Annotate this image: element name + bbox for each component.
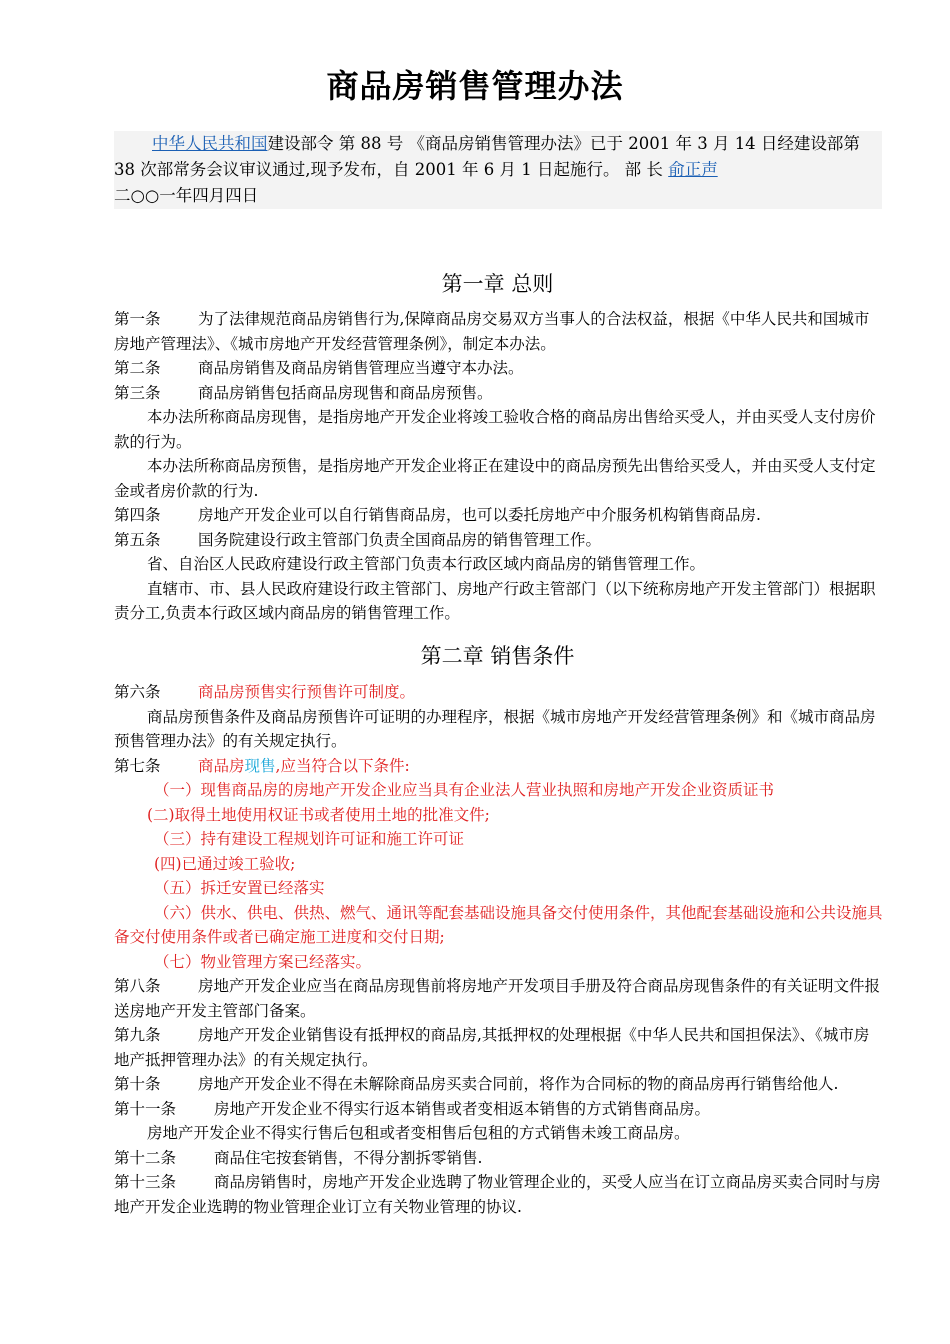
condition-7: （七）物业管理方案已经落实。 (154, 952, 372, 971)
article-11 (114, 1097, 884, 1122)
article-label: 第七条 (114, 756, 161, 775)
article-text: 商品房预售实行预售许可制度。 (198, 683, 416, 701)
article-label: 第三条 (114, 383, 161, 402)
article-9 (114, 1023, 884, 1072)
chapter-2-body (114, 680, 884, 1219)
article-text: 国务院建设行政主管部门负责全国商品房的销售管理工作。 (198, 530, 602, 549)
article-label: 第十三条 (114, 1173, 177, 1191)
article-label: 第六条 (114, 683, 161, 701)
article-text: 房地产开发企业应当在商品房现售前将房地产开发项目手册及符合商品房现售条件的有关证明文件报送房地产开发主管部门备案。 (114, 977, 881, 1020)
article-3-para-2: 本办法所称商品房预售，是指房地产开发企业将正在建设中的商品房预先出售给买受人，并由买受人支付定金或者房价款的行为. (114, 457, 876, 500)
condition-3: （三）持有建设工程规划许可证和施工许可证 (154, 830, 465, 848)
article-text: 房地产开发企业不得在未解除商品房买卖合同前，将作为合同标的物的商品房再行销售给他人. (198, 1075, 839, 1093)
decree-paragraph (114, 131, 882, 183)
article-6 (114, 680, 884, 705)
condition-4: (四)已通过竣工验收; (154, 854, 296, 873)
chapter-2-heading: 第二章 销售条件 (420, 644, 575, 668)
minister-link[interactable]: 俞正声 (668, 160, 718, 179)
article-text: 商品房销售包括商品房现售和商品房预售。 (198, 383, 493, 402)
chapter-1-heading: 第一章 总则 (441, 272, 554, 296)
article-text: 商品房 (198, 756, 245, 775)
prc-link[interactable]: 中华人民共和国 (152, 134, 268, 153)
article-8 (114, 974, 884, 1023)
condition-6: （六）供水、供电、供热、燃气、通讯等配套基础设施具备交付使用条件，其他配套基础设施和公共设施具备交付使用条件或者已确定施工进度和交付日期; (114, 903, 883, 946)
article-5-para-1: 省、自治区人民政府建设行政主管部门负责本行政区域内商品房的销售管理工作。 (147, 555, 706, 573)
article-label: 第一条 (114, 310, 161, 328)
highlighted-term: 现售 (244, 756, 276, 775)
condition-1: （一）现售商品房的房地产开发企业应当具有企业法人营业执照和房地产开发企业资质证书 (154, 781, 775, 799)
article-label: 第五条 (114, 530, 161, 549)
article-text: 商品住宅按套销售，不得分割拆零销售. (214, 1148, 483, 1167)
article-5 (114, 528, 884, 553)
article-label: 第四条 (114, 506, 161, 524)
article-text: 房地产开发企业可以自行销售商品房，也可以委托房地产中介服务机构销售商品房. (198, 506, 761, 524)
article-13 (114, 1170, 884, 1219)
article-label: 第十条 (114, 1075, 161, 1093)
article-text: ,应当符合以下条件: (275, 756, 410, 775)
article-12 (114, 1146, 884, 1171)
article-1 (114, 307, 884, 356)
article-label: 第十二条 (114, 1148, 177, 1167)
document-title: 商品房销售管理办法 (326, 67, 624, 105)
article-3 (114, 381, 884, 406)
article-text: 房地产开发企业不得实行返本销售或者变相返本销售的方式销售商品房。 (214, 1099, 711, 1118)
article-6-para-1: 商品房预售条件及商品房预售许可证明的办理程序，根据《城市房地产开发经营管理条例》和《城市商品房预售管理办法》的有关规定执行。 (114, 707, 876, 750)
article-5-para-2: 直辖市、市、县人民政府建设行政主管部门、房地产行政主管部门（以下统称房地产开发主管部门）根据职责分工,负责本行政区域内商品房的销售管理工作。 (114, 579, 876, 622)
chapter-1-body (114, 307, 884, 626)
article-label: 第十一条 (114, 1099, 177, 1118)
condition-5: （五）拆迁安置已经落实 (154, 879, 325, 897)
article-label: 第八条 (114, 977, 161, 995)
article-2 (114, 356, 884, 381)
article-11-para-1: 房地产开发企业不得实行售后包租或者变相售后包租的方式销售未竣工商品房。 (147, 1124, 690, 1142)
article-text: 商品房销售时，房地产开发企业选聘了物业管理企业的，买受人应当在订立商品房买卖合同时与房地产开发企业选聘的物业管理企业订立有关物业管理的协议. (114, 1173, 881, 1216)
article-10 (114, 1072, 884, 1097)
article-3-para-1: 本办法所称商品房现售，是指房地产开发企业将竣工验收合格的商品房出售给买受人，并由买受人支付房价款的行为。 (114, 408, 876, 451)
decree-date: 二○○一年四月四日 (114, 186, 259, 205)
article-text: 商品房销售及商品房销售管理应当遵守本办法。 (198, 359, 524, 377)
decree-intro (114, 131, 882, 209)
article-label: 第二条 (114, 359, 161, 377)
article-7 (114, 754, 884, 779)
article-4 (114, 503, 884, 528)
article-text: 房地产开发企业销售设有抵押权的商品房,其抵押权的处理根据《中华人民共和国担保法》、《城市房地产抵押管理办法》的有关规定执行。 (114, 1026, 870, 1069)
article-text: 为了法律规范商品房销售行为,保障商品房交易双方当事人的合法权益，根据《中华人民共和国城市房地产管理法》、《城市房地产开发经营管理条例》，制定本办法。 (114, 310, 870, 353)
condition-2: (二)取得土地使用权证书或者使用土地的批准文件; (147, 805, 490, 824)
article-label: 第九条 (114, 1026, 161, 1044)
decree-text: 建设部令 第 88 号 《商品房销售管理办法》已于 2001 年 3 月 14 日经建设部第 38 次部常务会议审议通过,现予发布，自 2001 年 6 月 1 日起施行。 部 长 (114, 134, 860, 179)
